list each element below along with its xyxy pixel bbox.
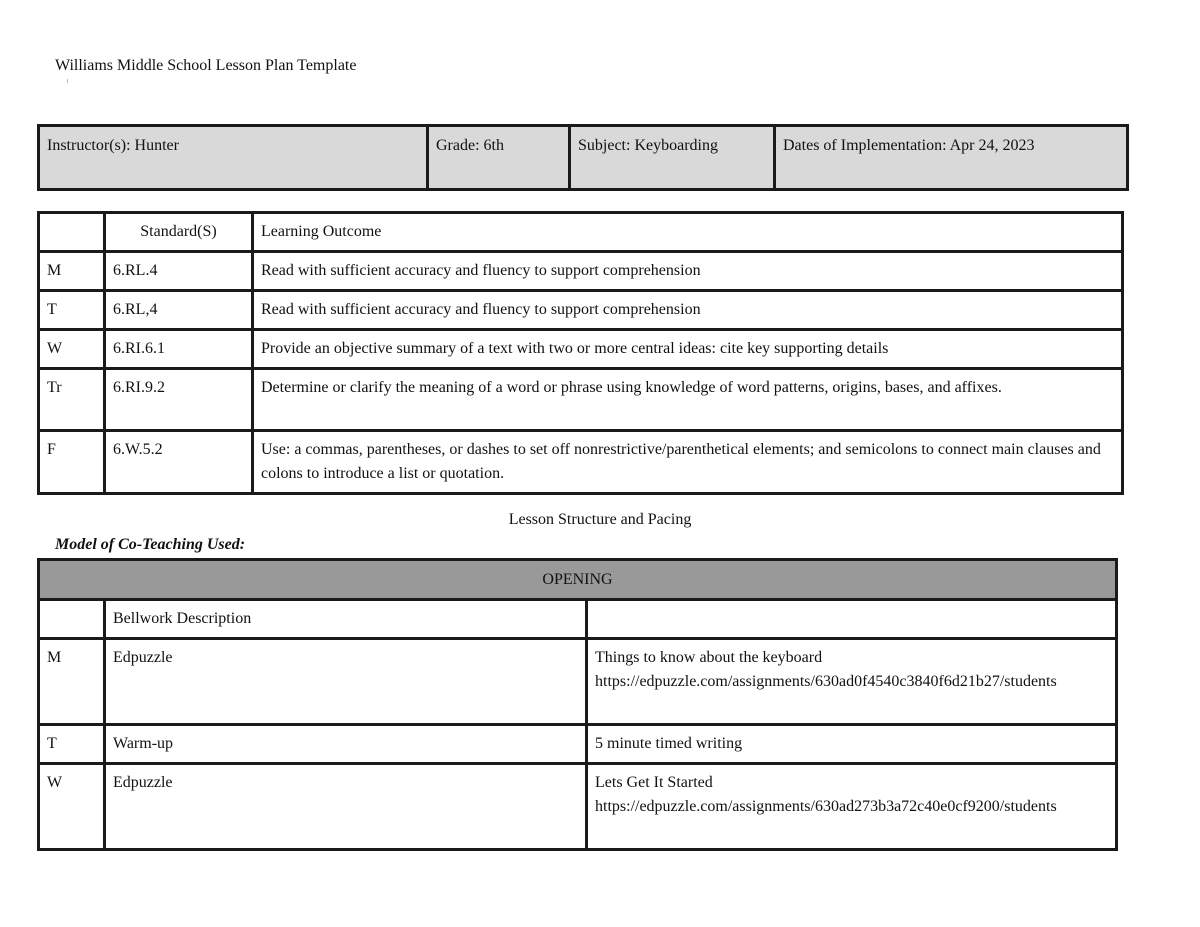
- standards-header-day: [39, 213, 105, 252]
- standard-cell: 6.RL,4: [105, 291, 253, 330]
- subject-cell: Subject: Keyboarding: [570, 126, 775, 190]
- table-row: [39, 330, 1123, 369]
- assignment-link[interactable]: https://edpuzzle.com/assignments/630ad0f4540c3840f6d21b27/students: [595, 673, 1057, 690]
- info-row: [39, 126, 1128, 190]
- day-cell: M: [39, 252, 105, 291]
- grade-cell: Grade: 6th: [428, 126, 570, 190]
- assignment-link[interactable]: https://edpuzzle.com/assignments/630ad273b3a72c40e0cf9200/students: [595, 798, 1057, 815]
- section-title: Lesson Structure and Pacing: [508, 511, 692, 528]
- table-row: [39, 764, 1117, 850]
- activity-cell: Warm-up: [105, 725, 587, 764]
- table-row: [39, 369, 1123, 431]
- standards-header-standard: Standard(S): [105, 213, 253, 252]
- standard-cell: 6.RI.9.2: [105, 369, 253, 431]
- activity-cell: Edpuzzle: [105, 639, 587, 725]
- table-row: [39, 639, 1117, 725]
- day-cell: W: [39, 764, 105, 850]
- co-teaching-model-label: Model of Co-Teaching Used:: [55, 536, 246, 553]
- standard-cell: 6.RI.6.1: [105, 330, 253, 369]
- details-cell: [587, 764, 1117, 850]
- detail-title: Things to know about the keyboard: [595, 649, 823, 666]
- activity-cell: Edpuzzle: [105, 764, 587, 850]
- day-cell: M: [39, 639, 105, 725]
- table-row: [39, 725, 1117, 764]
- details-cell: [587, 639, 1117, 725]
- outcome-cell: Provide an objective summary of a text with two or more central ideas: cite key supporting details: [253, 330, 1123, 369]
- opening-header-day: [39, 600, 105, 639]
- details-cell: [587, 725, 1117, 764]
- table-row: [39, 291, 1123, 330]
- opening-header-details: [587, 600, 1117, 639]
- opening-band-row: [39, 560, 1117, 600]
- opening-band: OPENING: [39, 560, 1117, 600]
- opening-header-description: Bellwork Description: [105, 600, 587, 639]
- standard-cell: 6.RL.4: [105, 252, 253, 291]
- instructor-cell: Instructor(s): Hunter: [39, 126, 428, 190]
- opening-table: [37, 558, 1118, 851]
- day-cell: T: [39, 725, 105, 764]
- day-cell: Tr: [39, 369, 105, 431]
- table-row: [39, 431, 1123, 494]
- day-cell: F: [39, 431, 105, 494]
- opening-header-row: [39, 600, 1117, 639]
- outcome-cell: Determine or clarify the meaning of a word or phrase using knowledge of word patterns, origins, bases, and affixes.: [253, 369, 1123, 431]
- table-row: [39, 252, 1123, 291]
- standards-header-outcome: Learning Outcome: [253, 213, 1123, 252]
- standard-cell: 6.W.5.2: [105, 431, 253, 494]
- dates-cell: Dates of Implementation: Apr 24, 2023: [775, 126, 1128, 190]
- detail-title: 5 minute timed writing: [595, 735, 743, 752]
- outcome-cell: Use: a commas, parentheses, or dashes to set off nonrestrictive/parenthetical elements; and semicolons to connect main clauses and colons to introduce a list or quotation.: [253, 431, 1123, 494]
- day-cell: W: [39, 330, 105, 369]
- document-title: Williams Middle School Lesson Plan Template: [55, 57, 357, 74]
- standards-table: [37, 211, 1124, 495]
- outcome-cell: Read with sufficient accuracy and fluency to support comprehension: [253, 291, 1123, 330]
- detail-title: Lets Get It Started: [595, 774, 713, 791]
- outcome-cell: Read with sufficient accuracy and fluency to support comprehension: [253, 252, 1123, 291]
- info-table: [37, 124, 1129, 191]
- standards-header-row: [39, 213, 1123, 252]
- day-cell: T: [39, 291, 105, 330]
- cursor-mark: [67, 79, 68, 83]
